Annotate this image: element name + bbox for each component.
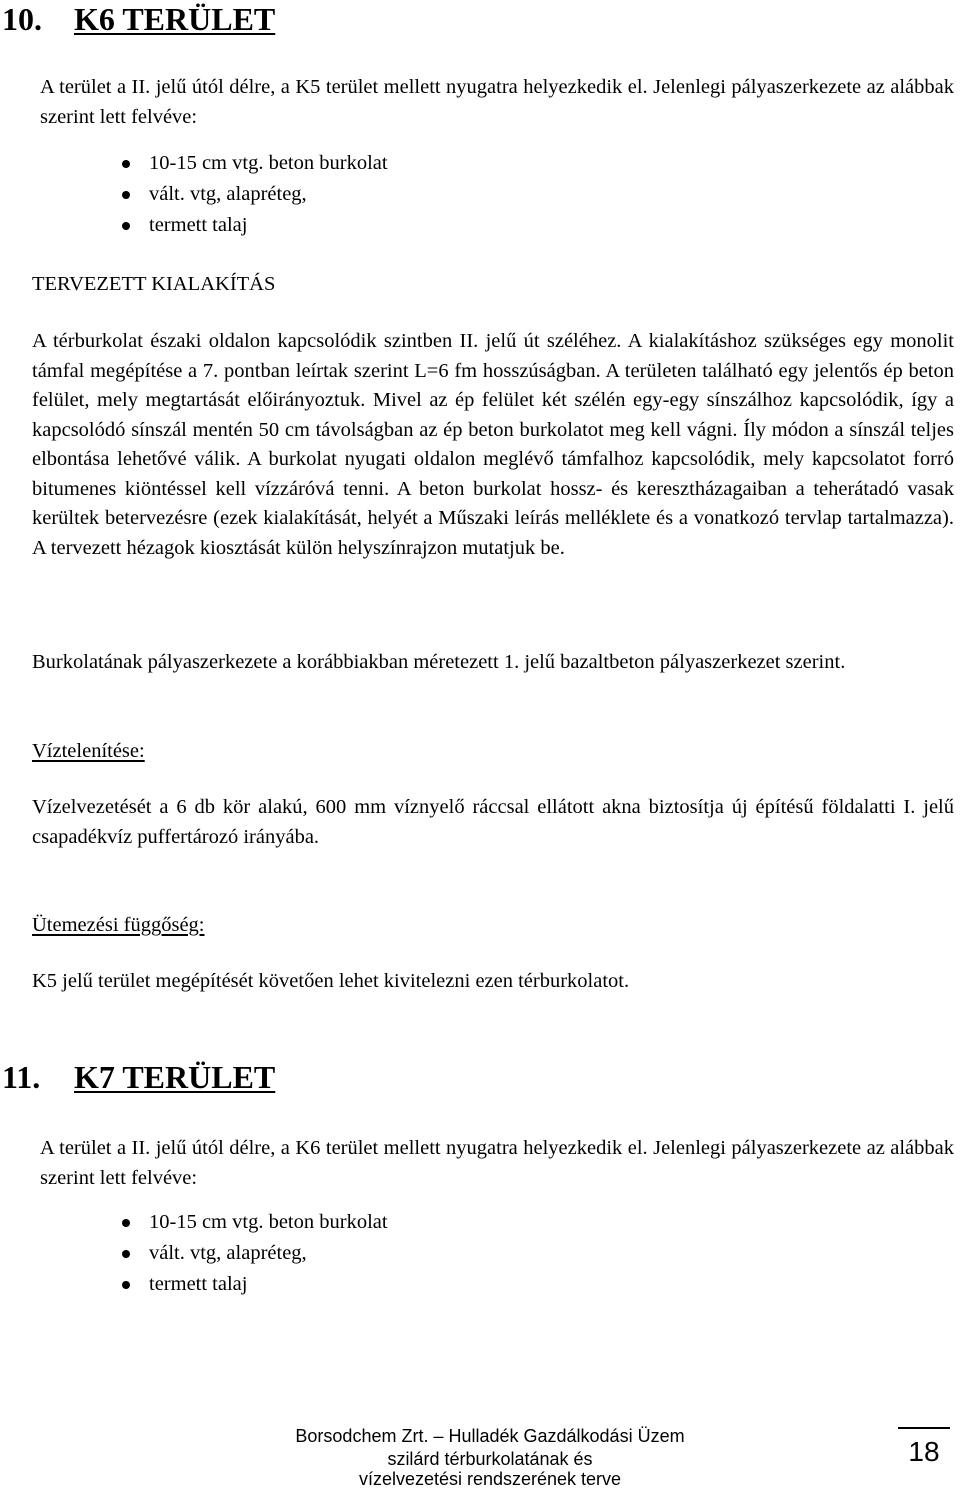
bullet-icon xyxy=(122,222,130,230)
footer-divider xyxy=(898,1427,950,1429)
list-item: termett talaj xyxy=(120,1269,388,1300)
drainage-text: Vízelvezetését a 6 db kör alakú, 600 mm víznyelő ráccsal ellátott akna biztosítja új építésű földalatti I. jelű csapadékvíz puffertározó irányába. xyxy=(32,796,954,848)
page-number: 18 xyxy=(908,1436,940,1467)
bullet-icon xyxy=(122,1219,130,1227)
planned-heading: TERVEZETT KIALAKÍTÁS xyxy=(32,273,276,295)
footer-line-1: Borsodchem Zrt. – Hulladék Gazdálkodási Üzem xyxy=(295,1426,685,1446)
section-title: K7 TERÜLET xyxy=(74,1059,276,1095)
bullet-icon xyxy=(122,1250,130,1258)
schedule-text: K5 jelű terület megépítését követően lehet kivitelezni ezen térburkolatot. xyxy=(32,970,630,992)
list-item: 10-15 cm vtg. beton burkolat xyxy=(120,148,388,179)
section-11-layer-list xyxy=(120,1207,388,1300)
schedule-heading: Ütemezési függőség: xyxy=(32,914,205,936)
list-item: termett talaj xyxy=(120,210,388,241)
bullet-icon xyxy=(122,1281,130,1289)
section-title: K6 TERÜLET xyxy=(74,1,276,37)
section-10-heading xyxy=(2,0,275,38)
section-number: 11. xyxy=(2,1059,41,1095)
section-11-intro: A terület a II. jelű útól délre, a K6 terület mellett nyugatra helyezkedik el. Jelenlegi pályaszerkezete az alábbak szerint lett felvéve: xyxy=(40,1137,954,1189)
drainage-heading: Víztelenítése: xyxy=(32,740,145,762)
section-10-layer-list xyxy=(120,148,388,241)
section-11-heading xyxy=(2,1058,275,1096)
structure-text: Burkolatának pályaszerkezete a korábbiakban méretezett 1. jelű bazaltbeton pályaszerkezet szerint. xyxy=(32,651,846,673)
list-item: vált. vtg, alapréteg, xyxy=(120,1238,388,1269)
section-number: 10. xyxy=(2,1,42,37)
footer-line-3: vízelvezetési rendszerének terve xyxy=(358,1469,622,1489)
footer-line-2: szilárd térburkolatának és xyxy=(387,1449,593,1469)
section-10-intro: A terület a II. jelű útól délre, a K5 terület mellett nyugatra helyezkedik el. Jelenlegi pályaszerkezete az alábbak szerint lett felvéve: xyxy=(40,76,954,128)
planned-text: A térburkolat északi oldalon kapcsolódik szintben II. jelű út széléhez. A kialakításhoz szükséges egy monolit támfal megépítése a 7. pontban leírtak szerint L=6 fm hosszúságban. A területen található egy jelentős ép beton felület, mely megtartását előirányoztuk. Mivel az ép felület két szélén egy-egy sínszálhoz kapcsolódik, így a kapcsolódó sínszál mentén 50 cm távolságban az ép beton burkolatot meg kell vágni. Íly módon a sínszál teljes elbontása lehetővé válik. A burkolat nyugati oldalon meglévő támfalhoz kapcsolódik, mely kapcsolatot forró bitumenes kiöntéssel kell vízzáróvá tenni. A beton burkolat hossz- és keresztházagaiban a teherátadó vasak kerültek betervezésre (ezek kialakítását, helyét a Műszaki leírás melléklete és a vonatkozó tervlap tartalmazza). A tervezett hézagok kiosztását külön helyszínrajzon mutatjuk be. xyxy=(32,330,954,559)
list-item: 10-15 cm vtg. beton burkolat xyxy=(120,1207,388,1238)
list-item: vált. vtg, alapréteg, xyxy=(120,179,388,210)
bullet-icon xyxy=(122,191,130,199)
bullet-icon xyxy=(122,160,130,168)
